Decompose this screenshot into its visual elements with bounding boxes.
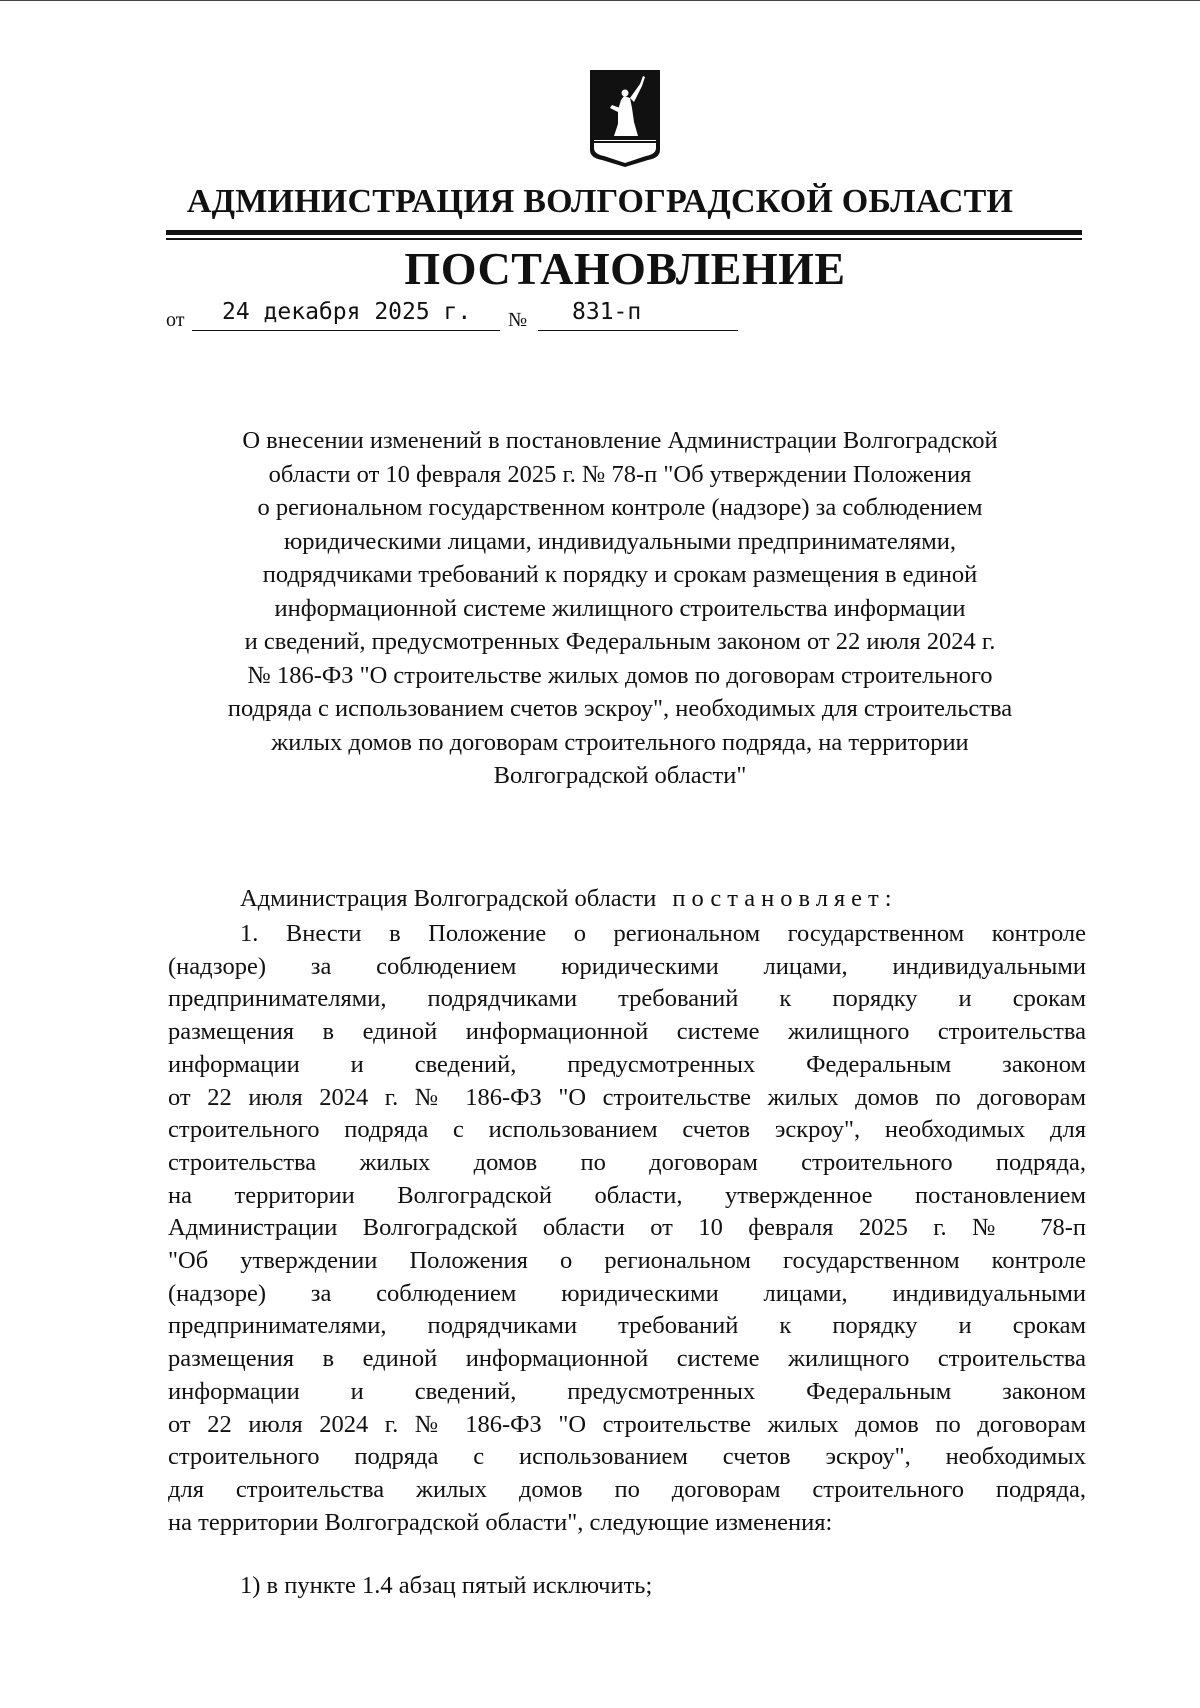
paragraph-line: предпринимателями, подрядчиками требований к порядку и срокам <box>168 985 1086 1013</box>
paragraph-line: (надзоре) за соблюдением юридическими лицами, индивидуальными <box>168 952 1086 980</box>
organization-title: АДМИНИСТРАЦИЯ ВОЛГОГРАДСКОЙ ОБЛАСТИ <box>186 183 1014 220</box>
subject-line: жилых домов по договорам строительного подряда, на территории <box>271 728 969 756</box>
scan-edge <box>0 0 1200 1</box>
paragraph-line: строительства жилых домов по договорам строительного подряда, <box>168 1148 1086 1176</box>
date-field: 24 декабря 2025 г. <box>192 297 500 331</box>
paragraph-line: информации и сведений, предусмотренных Федеральным законом <box>168 1050 1086 1078</box>
decree-intro <box>240 885 898 913</box>
paragraph-line: от 22 июля 2024 г. № 186-ФЗ "О строительстве жилых домов по договорам <box>168 1083 1086 1111</box>
subject-line: № 186-ФЗ "О строительстве жилых домов по договорам строительного <box>247 661 993 689</box>
subject-line: подрядчиками требований к порядку и срокам размещения в единой <box>262 561 978 588</box>
subject-line: информационной системе жилищного строительства информации <box>274 594 966 622</box>
paragraph-line: информации и сведений, предусмотренных Федеральным законом <box>168 1377 1086 1405</box>
amendment-item-1: 1) в пункте 1.4 абзац пятый исключить; <box>240 1572 653 1599</box>
document-subject <box>150 424 1090 793</box>
subject-line: Волгоградской области" <box>493 762 747 789</box>
header-rule-thick <box>166 230 1082 235</box>
subject-line: и сведений, предусмотренных Федеральным законом от 22 июля 2024 г. <box>244 628 996 655</box>
paragraph-line: "Об утверждении Положения о региональном государственном контроле <box>168 1247 1086 1275</box>
paragraph-line: для строительства жилых домов по договорам строительного подряда, <box>168 1475 1086 1503</box>
subject-line: О внесении изменений в постановление Администрации Волгоградской <box>242 427 998 454</box>
header-rule-thin <box>166 238 1082 240</box>
subject-line: области от 10 февраля 2025 г. № 78-п "Об утверждении Положения <box>268 460 972 488</box>
paragraph-line: размещения в единой информационной системе жилищного строительства <box>168 1345 1086 1373</box>
decree-issuer: Администрация Волгоградской области <box>240 885 657 912</box>
date-label: от <box>166 309 185 331</box>
number-label: № <box>508 309 528 331</box>
paragraph-line: строительного подряда с использованием счетов эскроу", необходимых <box>168 1443 1086 1471</box>
paragraph-line: строительного подряда с использованием счетов эскроу", необходимых для <box>168 1116 1086 1144</box>
number-field: 831-п <box>538 297 738 331</box>
paragraph-line: на территории Волгоградской области", следующие изменения: <box>168 1508 833 1536</box>
volgograd-coat-of-arms-icon <box>588 68 662 168</box>
decree-verb: постановляет: <box>672 885 898 912</box>
paragraph-line: (надзоре) за соблюдением юридическими лицами, индивидуальными <box>168 1279 1086 1307</box>
subject-line: подряда с использованием счетов эскроу", необходимых для строительства <box>227 695 1013 722</box>
paragraph-line: от 22 июля 2024 г. № 186-ФЗ "О строительстве жилых домов по договорам <box>168 1410 1086 1438</box>
subject-line: юридическими лицами, индивидуальными предпринимателями, <box>283 527 956 555</box>
paragraph-line: на территории Волгоградской области, утвержденное постановлением <box>168 1181 1086 1209</box>
document-type-title: ПОСТАНОВЛЕНИЕ <box>404 243 846 294</box>
paragraph-line: предпринимателями, подрядчиками требований к порядку и срокам <box>168 1312 1086 1340</box>
paragraph-line: размещения в единой информационной системе жилищного строительства <box>168 1018 1086 1046</box>
registration-row <box>0 297 1200 337</box>
paragraph-line: 1. Внести в Положение о региональном государственном контроле <box>240 920 1086 947</box>
subject-line: о региональном государственном контроле (надзоре) за соблюдением <box>257 494 983 521</box>
paragraph-1 <box>168 918 1086 1539</box>
paragraph-line: Администрации Волгоградской области от 10 февраля 2025 г. № 78-п <box>168 1214 1086 1242</box>
